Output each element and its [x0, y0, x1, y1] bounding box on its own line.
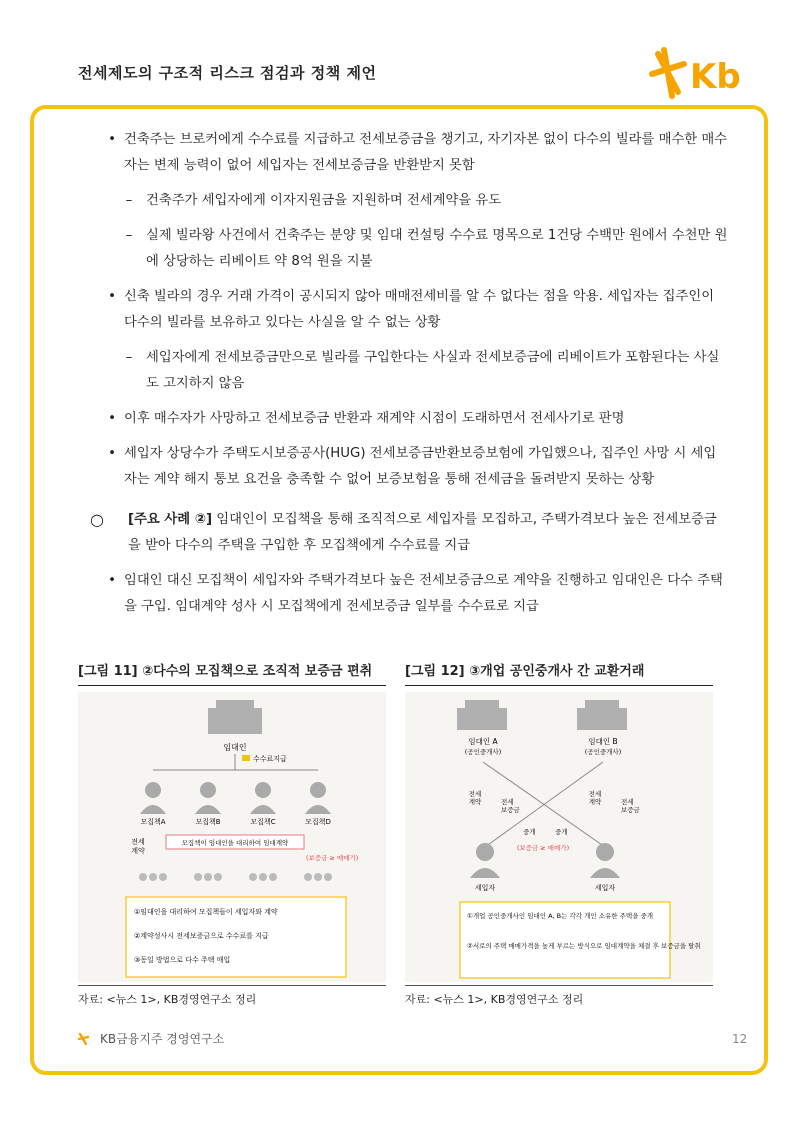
note-item: ②계약성사시 전세보증금으로 수수료를 지급	[134, 932, 269, 940]
figure-11-caption: [그림 11] ②다수의 모집책으로 조직적 보증금 편취	[78, 660, 386, 686]
page-number: 12	[732, 1032, 748, 1046]
bullet-text: 건축주는 브로커에게 수수료를 지급하고 전세보증금을 챙기고, 자기자본 없이 다수의 빌라를 매수한 매수자는 변제 능력이 없어 세입자는 전세보증금을 반환받지 못함	[124, 132, 728, 173]
broker-label: 중개	[523, 828, 536, 836]
dash-marker: –	[125, 350, 133, 365]
recruiter-label: 모집책A	[140, 818, 166, 826]
bullet-item	[100, 127, 728, 179]
lease-label: 전세 계약	[131, 838, 145, 855]
lease-label: 전세 계약	[468, 790, 482, 806]
sub-text: 건축주가 세입자에게 이자지원금을 지원하며 전세계약을 유도	[146, 193, 502, 208]
broker-label: 중개	[555, 828, 568, 836]
bullet-text: 이후 매수자가 사망하고 전세보증금 반환과 재계약 시점이 도래하면서 전세사기로 판명	[124, 411, 625, 426]
logo-text: Kb	[690, 57, 741, 97]
dash-marker: –	[125, 228, 133, 243]
bullet-marker: •	[108, 289, 116, 304]
kb-logo	[650, 44, 741, 102]
figure-12-diagram	[405, 692, 713, 982]
bullet-item	[100, 568, 728, 620]
recruiter-label: 모집책C	[250, 818, 276, 826]
deposit-note: (보증금 ≥ 매매가)	[306, 854, 359, 862]
building-icon	[208, 700, 262, 734]
bullet-item	[100, 406, 728, 432]
footer-brand	[78, 1030, 224, 1047]
bullet-marker: •	[108, 411, 116, 426]
landlord-b-label: 임대인 B	[588, 737, 618, 746]
figure-11	[78, 660, 386, 1012]
deposit-label: 전세 보증금	[621, 798, 640, 814]
figure-12-source: 자료: <뉴스 1>, KB경영연구소 정리	[405, 985, 713, 1007]
middle-label: 모집책이 임대인을 대리하여 임대계약	[181, 839, 289, 847]
note-item: ②서로의 주택 매매가격을 높게 부르는 방식으로 임대계약을 체결 후 보증금을 탈취	[467, 942, 701, 950]
sub-item	[116, 345, 728, 397]
bullet-text: 세입자 상당수가 주택도시보증공사(HUG) 전세보증금반환보증보험에 가입했으나, 집주인 사망 시 세입자는 계약 해지 통보 요건을 충족할 수 없어 보증보험을 통해 전세금을 돌려받지 못하는 상황	[124, 446, 717, 487]
figure-row	[78, 660, 728, 1020]
bullet-marker: •	[108, 573, 116, 588]
fee-label: 수수료지급	[253, 755, 287, 763]
case-label: [주요 사례 ②]	[128, 512, 213, 527]
kb-star-icon	[78, 1032, 94, 1046]
bullet-text: 신축 빌라의 경우 거래 가격이 공시되지 않아 매매전세비를 알 수 없다는 점을 악용. 세입자는 집주인이 다수의 빌라를 보유하고 있다는 사실을 알 수 없는 상황	[124, 289, 715, 330]
figure-12	[405, 660, 713, 1012]
sub-text: 실제 빌라왕 사건에서 건축주는 분양 및 임대 컨설팅 수수료 명목으로 1건당 수백만 원에서 수천만 원에 상당하는 리베이트 약 8억 원을 지불	[146, 228, 728, 269]
figure-11-diagram	[78, 692, 386, 982]
note-item: ①임대인을 대리하여 모집책들이 세입자와 계약	[134, 908, 278, 916]
lease-label: 전세 계약	[588, 790, 602, 806]
sub-text: 세입자에게 전세보증금만으로 빌라를 구입한다는 사실과 전세보증금에 리베이트가 포함된다는 사실도 고지하지 않음	[146, 350, 720, 391]
bullet-marker: •	[108, 132, 116, 147]
sub-item	[116, 188, 728, 214]
landlord-label: 임대인	[223, 743, 247, 752]
figure-11-source: 자료: <뉴스 1>, KB경영연구소 정리	[78, 985, 386, 1007]
money-icon	[242, 755, 250, 761]
deposit-note: (보증금 ≥ 매매가)	[516, 844, 570, 852]
bullet-marker: •	[108, 446, 116, 461]
recruiter-label: 모집책B	[195, 818, 221, 826]
note-item: ③동일 방법으로 다수 주택 매입	[134, 956, 231, 964]
footer-brand-text: KB금융지주 경영연구소	[100, 1032, 225, 1046]
landlord-a-label: 임대인 A	[468, 737, 498, 746]
case-text: 임대인이 모집책을 통해 조직적으로 세입자를 모집하고, 주택가격보다 높은 전세보증금을 받아 다수의 주택을 구입한 후 모집책에게 수수료를 지급	[128, 512, 717, 553]
note-item: ①개업 공인중개사인 임대인 A, B는 각각 개인 소유한 주택을 중개	[467, 912, 654, 920]
deposit-label: 전세 보증금	[501, 798, 520, 814]
bullet-item	[100, 284, 728, 336]
case-item	[90, 507, 728, 559]
tenant-label: 세입자	[474, 884, 496, 892]
landlord-b-sub: (공인중개사)	[584, 748, 622, 756]
figure-12-caption: [그림 12] ③개업 공인중개사 간 교환거래	[405, 660, 713, 686]
circle-marker: ○	[90, 510, 104, 529]
bullet-text: 임대인 대신 모집책이 세입자와 주택가격보다 높은 전세보증금으로 계약을 진행하고 임대인은 다수 주택을 구입. 임대계약 성사 시 모집책에게 전세보증금 일부를 수수료로 지급	[124, 573, 723, 614]
sub-item	[116, 223, 728, 275]
tenant-label: 세입자	[594, 884, 616, 892]
recruiter-label: 모집책D	[305, 818, 331, 826]
bullet-item	[100, 441, 728, 493]
page-title: 전세제도의 구조적 리스크 점검과 정책 제언	[78, 64, 377, 82]
content-body	[78, 127, 728, 629]
dash-marker: –	[125, 193, 133, 208]
landlord-a-sub: (공인중개사)	[464, 748, 502, 756]
